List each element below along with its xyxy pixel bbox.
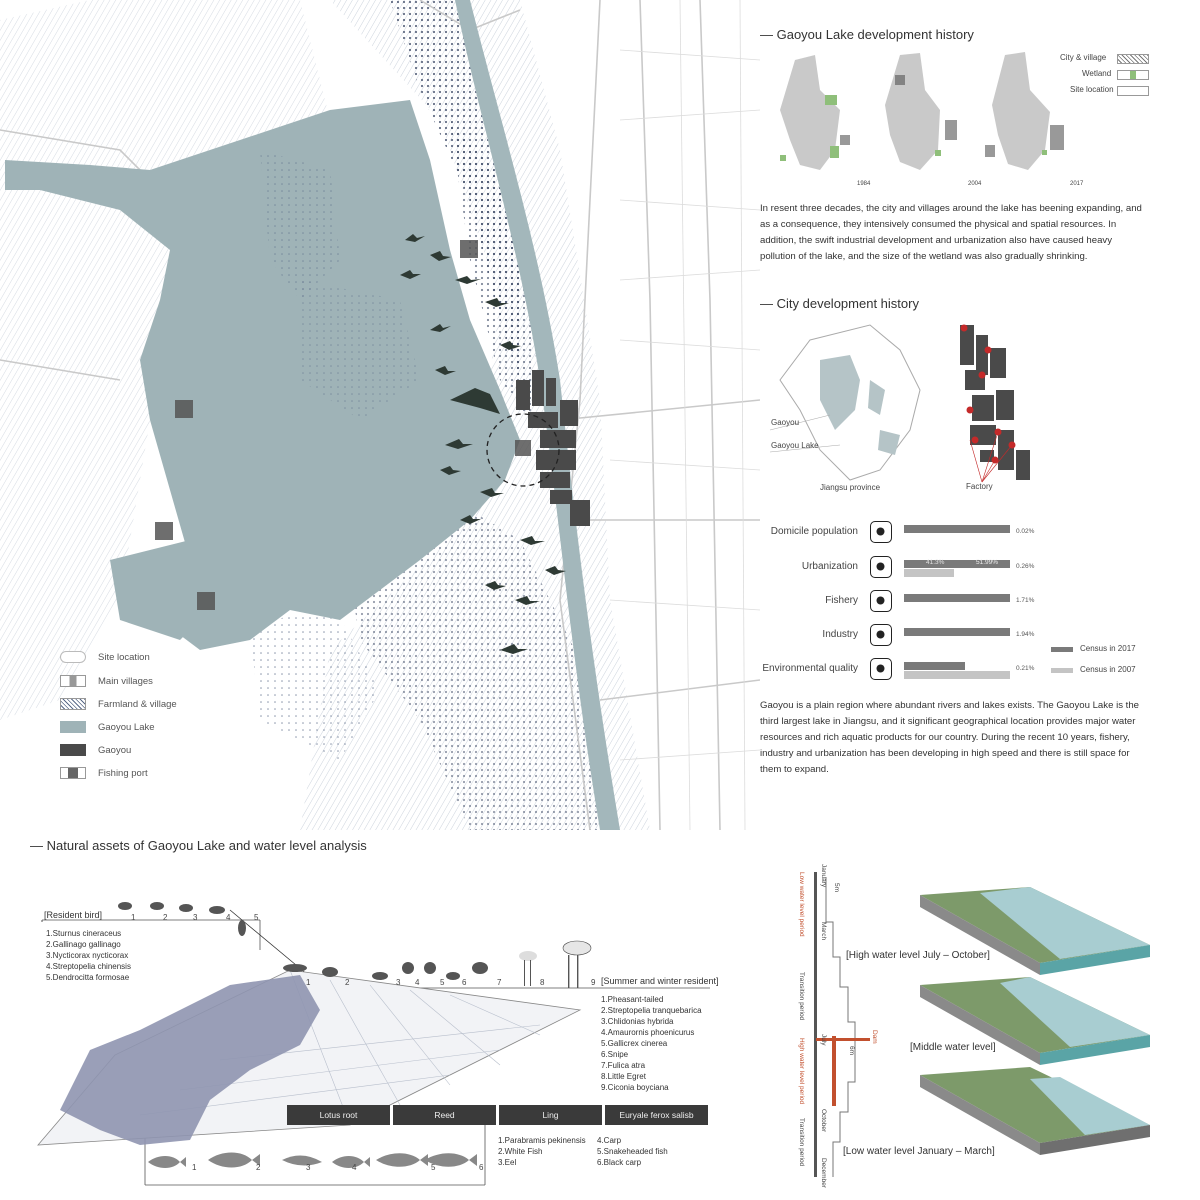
list-item: 5.Dendrocitta formosae (46, 973, 130, 982)
month-october: October (820, 1109, 827, 1133)
list-item: 1.Parabramis pekinensis (498, 1136, 586, 1145)
list-item: 2.Gallinago gallinago (46, 940, 121, 949)
item-number: 1 (192, 1163, 197, 1172)
label-gaoyou: Gaoyou (771, 418, 800, 427)
indicator-row (758, 556, 1048, 580)
legend-gaoyou (60, 743, 131, 757)
period-transition-2: Transition period (798, 1118, 805, 1167)
census-2017-swatch (1051, 647, 1073, 652)
year-2017: 2017 (1070, 181, 1084, 187)
fishing-port (515, 440, 531, 456)
legend-label: Gaoyou Lake (98, 721, 155, 733)
indicator-value: 0.21% (1016, 665, 1035, 672)
factory-icon (870, 624, 892, 646)
item-number: 3 (396, 978, 401, 987)
indicator-label: Urbanization (801, 561, 858, 572)
list-item: 6.Snipe (601, 1050, 629, 1059)
legend-swatch (60, 767, 86, 779)
fishing-port (155, 522, 173, 540)
fishing-port (460, 240, 478, 258)
building-icon (870, 556, 892, 578)
legend-label: Main villages (98, 675, 153, 687)
legend-site-location (60, 650, 150, 664)
indicator-value: 1.94% (1016, 631, 1035, 638)
label-low-water: [Low water level January – March] (843, 1146, 995, 1157)
legend-swatch (1117, 70, 1149, 80)
period-high: High water level period (798, 1038, 805, 1105)
fish-icon (870, 590, 892, 612)
census-2007-swatch (1051, 668, 1073, 673)
item-number: 6 (479, 1163, 484, 1172)
legend-swatch (60, 698, 86, 710)
year-1984: 1984 (857, 181, 871, 187)
plant-euryale: Euryale ferox salisb (605, 1105, 708, 1125)
label-middle-water: [Middle water level] (910, 1042, 996, 1053)
item-number: 8 (540, 978, 545, 987)
legend-city-village: City & village (1060, 53, 1107, 62)
item-number: 5 (254, 913, 259, 922)
indicator-value: 0.26% (1016, 563, 1035, 570)
legend-swatch (1117, 86, 1149, 96)
bar-2017 (904, 594, 1010, 602)
list-item: 7.Fulica atra (601, 1061, 646, 1070)
inner-value-2007: 41.3% (926, 559, 945, 566)
legend-fishing-port (60, 766, 148, 780)
city-history-title: — City development history (760, 296, 919, 311)
legend-wetland: Wetland (1082, 69, 1112, 78)
census-2017-label: Census in 2017 (1080, 644, 1136, 653)
list-item: 2.Streptopelia tranquebarica (601, 1006, 702, 1015)
list-item: 4.Streptopelia chinensis (46, 962, 131, 971)
period-transition-1: Transition period (798, 972, 805, 1021)
legend-swatch (60, 744, 86, 756)
mark-6m: 6m (848, 1046, 855, 1056)
item-number: 4 (352, 1163, 357, 1172)
item-number: 6 (462, 978, 467, 987)
natural-assets-title: — Natural assets of Gaoyou Lake and water level analysis (30, 838, 367, 853)
indicator-label: Domicile population (770, 526, 858, 537)
label-gaoyou-lake: Gaoyou Lake (771, 441, 819, 450)
list-item: 1.Sturnus cineraceus (46, 929, 122, 938)
fish-list-b (597, 1135, 668, 1168)
dev-history-maps (760, 50, 1070, 190)
year-2004: 2004 (968, 181, 982, 187)
item-number: 5 (431, 1163, 436, 1172)
resident-bird-title: [Resident bird] (44, 910, 103, 920)
fishing-port (175, 400, 193, 418)
list-item: 3.Chlidonias hybrida (601, 1017, 674, 1026)
indicator-label: Environmental quality (762, 663, 858, 674)
item-number: 3 (306, 1163, 311, 1172)
list-item: 5.Gallicrex cinerea (601, 1039, 668, 1048)
list-item: 1.Pheasant-tailed (601, 995, 664, 1004)
city-history-maps (760, 320, 1060, 500)
resident-bird-list (46, 928, 131, 983)
item-number: 9 (591, 978, 596, 987)
legend-farmland (60, 697, 177, 711)
indicator-value: 1.71% (1016, 597, 1035, 604)
legend-swatch (60, 721, 86, 733)
list-item: 4.Carp (597, 1136, 622, 1145)
indicator-row (758, 590, 1048, 614)
census-2007-label: Census in 2007 (1080, 665, 1136, 674)
list-item: 9.Ciconia boyciana (601, 1083, 669, 1092)
item-number: 1 (131, 913, 136, 922)
month-december: December (820, 1158, 827, 1188)
indicator-row (758, 521, 1048, 545)
indicator-label: Industry (822, 629, 858, 640)
summer-bird-list (601, 994, 702, 1093)
list-item: 5.Snakeheaded fish (597, 1147, 668, 1156)
month-july: July (820, 1034, 827, 1046)
legend-swatch (60, 651, 86, 663)
month-january: January (820, 864, 827, 888)
legend-main-villages (60, 674, 153, 688)
item-number: 2 (256, 1163, 261, 1172)
summer-winter-title: [Summer and winter resident] (601, 976, 719, 986)
cloud-icon (870, 658, 892, 680)
bar-2017 (904, 628, 1010, 636)
list-item: 3.Eel (498, 1158, 517, 1167)
month-march: March (820, 922, 827, 941)
plant-ling: Ling (499, 1105, 602, 1125)
mark-5m: 5m (833, 883, 840, 893)
legend-swatch (1117, 54, 1149, 64)
dev-history-paragraph: In resent three decades, the city and villages around the lake has beening expanding, and as a consequence, they intensively consumed the physical and spatial resources. In addition, the swift industrial development and urbanization also have caused heavy pollution of the lake, and the size of the wetland was also gradually shrinking. (760, 203, 1142, 262)
legend-label: Farmland & village (98, 698, 177, 710)
label-jiangsu-province: Jiangsu province (820, 483, 881, 492)
label-factory: Factory (966, 482, 993, 491)
list-item: 3.Nycticorax nycticorax (46, 951, 129, 960)
legend-label: Site location (98, 651, 150, 663)
legend-swatch (60, 675, 86, 687)
terrain-high (920, 887, 1150, 975)
legend-label: Fishing port (98, 767, 148, 779)
indicator-row (758, 624, 1048, 648)
plant-lotus-root: Lotus root (287, 1105, 390, 1125)
plant-reed: Reed (393, 1105, 496, 1125)
gaoyou-paragraph: Gaoyou is a plain region where abundant rivers and lakes exists. The Gaoyou Lake is the third largest lake in Jiangsu, and it significant geographical location provides major water resources and rich aquatic products for our country. During the recent 10 years, fishery, industry and urbanization has been developing in high speed and there is still space for them to expand. (760, 700, 1139, 775)
item-number: 2 (345, 978, 350, 987)
legend-gaoyou-lake (60, 720, 155, 734)
fish-list-a (498, 1135, 586, 1168)
indicator-value: 0.02% (1016, 528, 1035, 535)
item-number: 3 (193, 913, 198, 922)
mark-dam: Dam (871, 1030, 878, 1044)
list-item: 6.Black carp (597, 1158, 642, 1167)
item-number: 4 (415, 978, 420, 987)
bar-2007 (904, 671, 1010, 679)
item-number: 2 (163, 913, 168, 922)
bar-2017 (904, 525, 1010, 533)
list-item: 2.White Fish (498, 1147, 543, 1156)
bar-2017 (904, 662, 965, 670)
terrain-low (920, 1067, 1150, 1155)
inner-value-2017: 51.99% (976, 559, 999, 566)
indicator-row (758, 658, 1048, 682)
item-number: 1 (306, 978, 311, 987)
legend-site-location: Site location (1070, 85, 1114, 94)
legend-label: Gaoyou (98, 744, 132, 756)
dev-history-title: — Gaoyou Lake development history (760, 27, 974, 42)
list-item: 4.Amaurornis phoenicurus (601, 1028, 695, 1037)
item-number: 7 (497, 978, 502, 987)
label-high-water: [High water level July – October] (846, 950, 990, 961)
person-icon (870, 521, 892, 543)
fishing-port (197, 592, 215, 610)
period-low: Low water level period (798, 872, 805, 937)
item-number: 5 (440, 978, 445, 987)
list-item: 8.Little Egret (601, 1072, 646, 1081)
item-number: 4 (226, 913, 231, 922)
bar-2007 (904, 569, 954, 577)
indicator-label: Fishery (825, 595, 858, 606)
